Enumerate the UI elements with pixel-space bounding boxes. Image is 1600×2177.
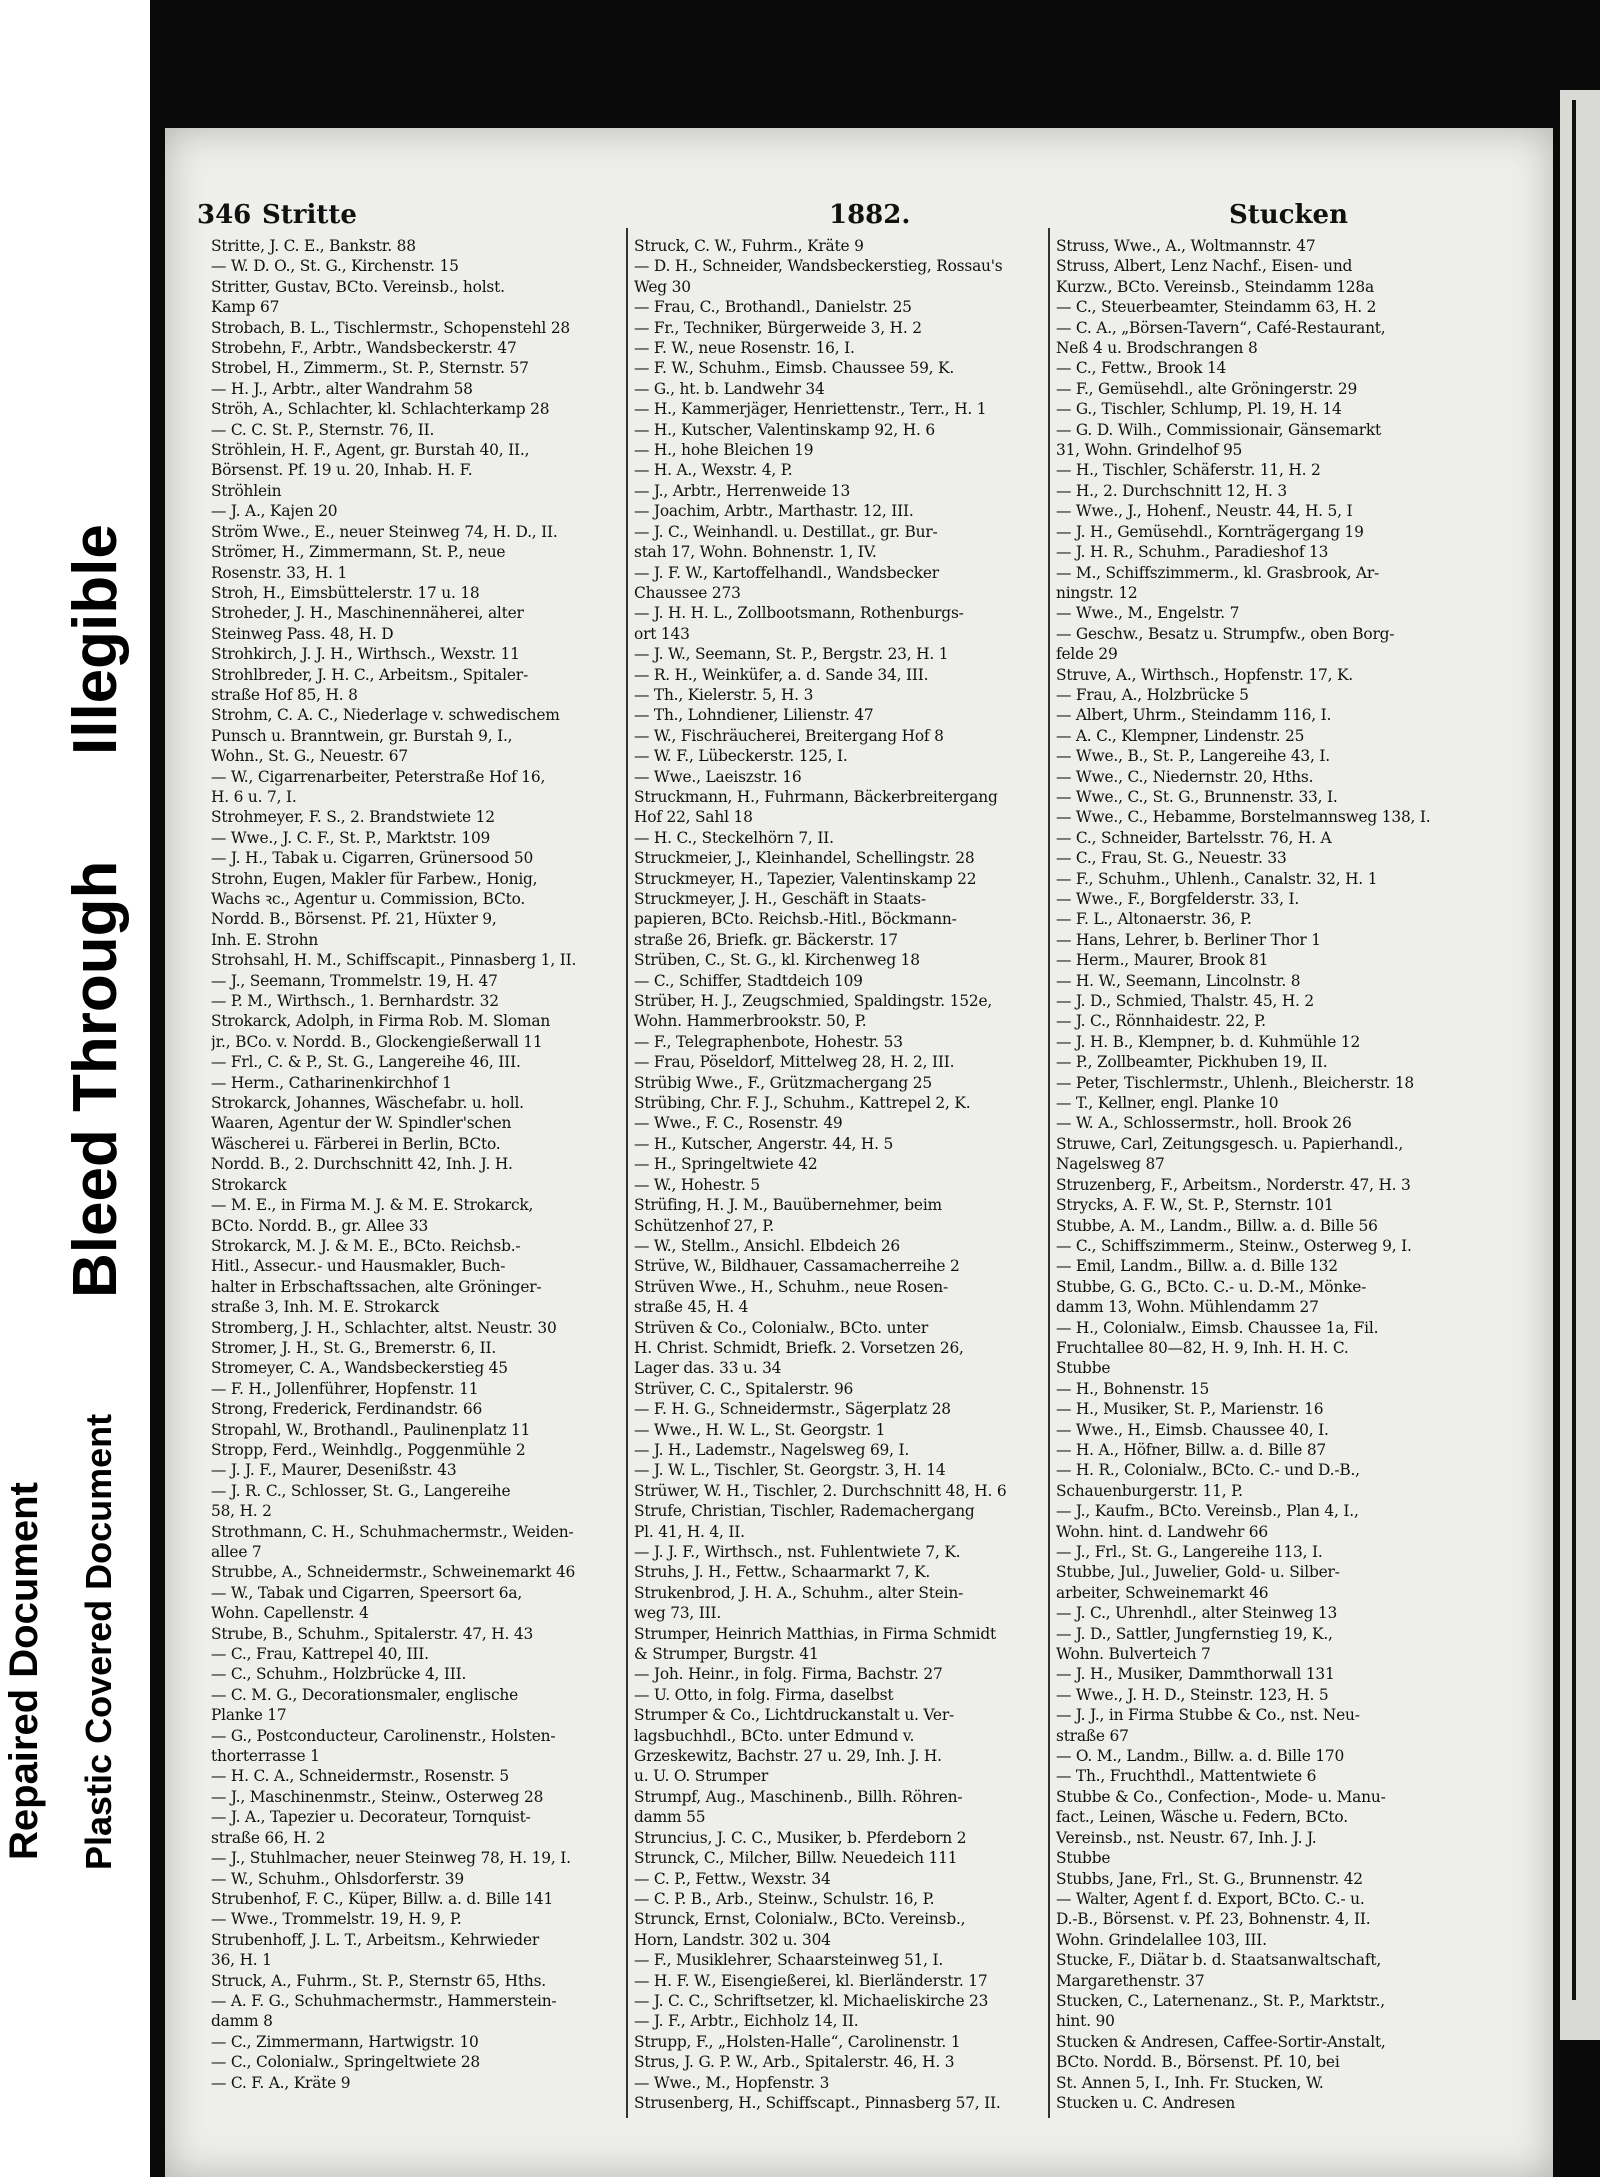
directory-entry-line: ningstr. 12 (1056, 583, 1138, 602)
directory-entry-line: hint. 90 (1056, 2012, 1115, 2031)
directory-entry-line: — J. C., Weinhandl. u. Destillat., gr. Bur- (634, 522, 938, 541)
directory-entry-line: — F. W., Schuhm., Eimsb. Chaussee 59, K. (634, 359, 955, 378)
directory-entry-line: — P. M., Wirthsch., 1. Bernhardstr. 32 (211, 992, 499, 1011)
directory-entry-line: Strübig Wwe., F., Grützmachergang 25 (634, 1073, 932, 1092)
directory-entry-line: Ströh, A., Schlachter, kl. Schlachterkamp 28 (211, 400, 550, 419)
directory-entry-line: — J. J. F., Wirthsch., nst. Fuhlentwiete 7, K. (634, 1543, 961, 1561)
directory-entry-line: — C. C. St. P., Sternstr. 76, II. (211, 420, 435, 439)
directory-entry-line: Strupp, F., „Holsten-Halle“, Carolinenstr. 1 (634, 2032, 961, 2051)
directory-entry-line: — J. H., Gemüsehdl., Kornträgergang 19 (1056, 522, 1364, 541)
directory-entry-line: — J. F. W., Kartoffelhandl., Wandsbecker (634, 563, 939, 582)
directory-entry-line: Stubbe, G. G., BCto. C.- u. D.-M., Mönke- (1056, 1277, 1367, 1296)
directory-entry-line: Strokarck, M. J. & M. E., BCto. Reichsb.- (211, 1236, 521, 1255)
directory-entry-line: — Th., Kielerstr. 5, H. 3 (634, 685, 814, 704)
directory-entry-line: Ströhlein, H. F., Agent, gr. Burstah 40, II., (211, 441, 530, 460)
directory-entry-line: — J. W., Seemann, St. P., Bergstr. 23, H. 1 (634, 645, 949, 664)
directory-entry-line: Strüber, H. J., Zeugschmied, Spaldingstr. 152e, (634, 992, 993, 1011)
directory-entry-line: & Strumper, Burgstr. 41 (634, 1645, 819, 1664)
directory-entry-line: — J., Maschinenmstr., Steinw., Osterweg 28 (211, 1787, 544, 1806)
directory-entry-line: — H., Tischler, Schäferstr. 11, H. 2 (1056, 461, 1321, 480)
directory-entry-line: Wohn. Hammerbrookstr. 50, P. (634, 1012, 867, 1031)
directory-entry-line: — C., Schiffer, Stadtdeich 109 (634, 971, 863, 990)
directory-entry-line: Kurzw., BCto. Vereinsb., Steindamm 128a (1056, 277, 1374, 296)
directory-entry-line: Börsenst. Pf. 19 u. 20, Inhab. H. F. (211, 461, 473, 480)
directory-entry-line: — J. H., Musiker, Dammthorwall 131 (1056, 1665, 1335, 1684)
directory-entry-line: u. U. O. Strumper (634, 1767, 769, 1786)
directory-entry-line: — D. H., Schneider, Wandsbeckerstieg, Rossau's (634, 257, 1003, 276)
directory-entry-line: — Geschw., Besatz u. Strumpfw., oben Borg- (1056, 624, 1395, 643)
directory-entry-line: — H. F. W., Eisengießerei, kl. Bierländerstr. 17 (634, 1971, 988, 1990)
directory-entry-line: — H., Musiker, St. P., Marienstr. 16 (1056, 1400, 1324, 1419)
directory-entry-line: H. Christ. Schmidt, Briefk. 2. Vorsetzen 26, (634, 1338, 964, 1357)
directory-entry-line: damm 8 (211, 2012, 273, 2031)
directory-entry-line: Stubbe (1056, 1849, 1111, 1868)
directory-entry-line: Struckmann, H., Fuhrmann, Bäckerbreitergang (634, 787, 998, 806)
directory-entry-line: Strohn, Eugen, Makler für Farbew., Honig, (211, 869, 538, 888)
directory-entry-line: Weg 30 (634, 277, 691, 296)
directory-entry-line: Struss, Wwe., A., Woltmannstr. 47 (1056, 237, 1316, 255)
directory-entry-line: Strubenhoff, J. L. T., Arbeitsm., Kehrwieder (211, 1930, 540, 1949)
directory-entry-line: Grzeskewitz, Bachstr. 27 u. 29, Inh. J. H. (634, 1747, 942, 1766)
directory-entry-line: felde 29 (1056, 645, 1118, 664)
directory-entry-line: Strus, J. G. P. W., Arb., Spitalerstr. 46, H. 3 (634, 2053, 955, 2072)
directory-entry-line: Punsch u. Branntwein, gr. Burstah 9, I., (211, 726, 513, 745)
directory-entry-line: — Joh. Heinr., in folg. Firma, Bachstr. 27 (634, 1665, 943, 1684)
directory-entry-line: — J. H., Lademstr., Nagelsweg 69, I. (634, 1440, 910, 1459)
directory-entry-line: — H., Kutscher, Valentinskamp 92, H. 6 (634, 420, 935, 439)
directory-entry-line: — Wwe., M., Engelstr. 7 (1056, 604, 1240, 623)
directory-entry-line: Ströhlein (211, 481, 282, 500)
directory-entry-line: — J., Arbtr., Herrenweide 13 (634, 481, 851, 500)
directory-entry-line: — G., Postconducteur, Carolinenstr., Holsten- (211, 1726, 556, 1745)
directory-entry-line: ort 143 (634, 624, 690, 643)
directory-entry-line: — J. C., Rönnhaidestr. 22, P. (1056, 1012, 1266, 1031)
directory-entry-line: — C., Schuhm., Holzbrücke 4, III. (211, 1665, 467, 1684)
directory-entry-line: Strohmeyer, F. S., 2. Brandstwiete 12 (211, 808, 495, 827)
directory-entry-line: D.-B., Börsenst. v. Pf. 23, Bohnenstr. 4, II. (1056, 1910, 1371, 1929)
directory-entry-line: straße 45, H. 4 (634, 1298, 749, 1317)
directory-entry-line: Horn, Landstr. 302 u. 304 (634, 1930, 831, 1949)
directory-entry-line: — Wwe., J., Hohenf., Neustr. 44, H. 5, I (1056, 502, 1353, 521)
directory-entry-line: — Th., Lohndiener, Lilienstr. 47 (634, 706, 874, 725)
directory-column-2 (634, 236, 1066, 2113)
directory-entry-line: — H. A., Höfner, Billw. a. d. Bille 87 (1056, 1440, 1327, 1459)
directory-entry-line: — J. J. F., Maurer, Desenißstr. 43 (211, 1461, 457, 1480)
directory-entry-line: Strüwer, W. H., Tischler, 2. Durchschnitt 48, H. 6 (634, 1481, 1007, 1500)
directory-entry-line: — H., 2. Durchschnitt 12, H. 3 (1056, 481, 1287, 500)
directory-entry-line: — C., Frau, Kattrepel 40, III. (211, 1645, 429, 1664)
directory-entry-line: — C., Steuerbeamter, Steindamm 63, H. 2 (1056, 298, 1377, 317)
directory-entry-line: — H., Kammerjäger, Henriettenstr., Terr., H. 1 (634, 400, 987, 419)
directory-entry-line: — Wwe., B., St. P., Langereihe 43, I. (1056, 747, 1330, 766)
directory-entry-line: — P., Zollbeamter, Pickhuben 19, II. (1056, 1053, 1328, 1072)
directory-entry-line: thorterrasse 1 (211, 1747, 320, 1766)
directory-entry-line: Pl. 41, H. 4, II. (634, 1522, 745, 1541)
directory-entry-line: Planke 17 (211, 1706, 287, 1725)
directory-entry-line: Steinweg Pass. 48, H. D (211, 624, 394, 643)
page-number: 346 (197, 200, 252, 230)
directory-entry-line: — Herm., Maurer, Brook 81 (1056, 951, 1269, 970)
directory-entry-line: Strumpf, Aug., Maschinenb., Billh. Röhren- (634, 1787, 963, 1806)
directory-entry-line: Strothmann, C. H., Schuhmachermstr., Weiden- (211, 1522, 574, 1541)
directory-entry-line: Struckmeier, J., Kleinhandel, Schellingstr. 28 (634, 849, 975, 868)
directory-entry-line: — Th., Fruchthdl., Mattentwiete 6 (1056, 1767, 1317, 1786)
directory-entry-line: Wohn., St. G., Neuestr. 67 (211, 747, 408, 766)
directory-entry-line: Wohn. Grindelallee 103, III. (1056, 1930, 1267, 1949)
directory-entry-line: Strüve, W., Bildhauer, Cassamacherreihe 2 (634, 1257, 960, 1276)
directory-entry-line: — Wwe., C., Hebamme, Borstelmannsweg 138, I. (1056, 808, 1431, 827)
directory-entry-line: Stritter, Gustav, BCto. Vereinsb., holst. (211, 277, 505, 296)
directory-entry-line: — W., Cigarrenarbeiter, Peterstraße Hof 16, (211, 767, 546, 786)
directory-entry-line: Stropahl, W., Brothandl., Paulinenplatz 11 (211, 1420, 531, 1439)
directory-entry-line: Nagelsweg 87 (1056, 1155, 1165, 1174)
directory-entry-line: fact., Leinen, Wäsche u. Federn, BCto. (1056, 1808, 1348, 1827)
directory-entry-line: — W., Fischräucherei, Breitergang Hof 8 (634, 726, 944, 745)
directory-entry-line: — W. D. O., St. G., Kirchenstr. 15 (211, 257, 459, 276)
directory-entry-line: Strube, B., Schuhm., Spitalerstr. 47, H. 43 (211, 1624, 534, 1643)
directory-entry-line: Struss, Albert, Lenz Nachf., Eisen- und (1056, 257, 1353, 276)
directory-entry-line: Strusenberg, H., Schiffscapt., Pinnasberg 57, II. (634, 2093, 1001, 2112)
directory-entry-line: Strumper & Co., Lichtdruckanstalt u. Ver- (634, 1706, 954, 1725)
directory-entry-line: — H., Colonialw., Eimsb. Chaussee 1a, Fil. (1056, 1318, 1379, 1337)
directory-entry-line: Strubbe, A., Schneidermstr., Schweinemarkt 46 (211, 1563, 576, 1582)
directory-entry-line: — G. D. Wilh., Commissionair, Gänsemarkt (1056, 420, 1381, 439)
directory-entry-line: — J. H. B., Klempner, b. d. Kuhmühle 12 (1056, 1032, 1361, 1051)
directory-entry-line: straße 67 (1056, 1726, 1129, 1745)
directory-entry-line: — Wwe., F., Borgfelderstr. 33, I. (1056, 890, 1300, 908)
directory-entry-line: — M., Schiffszimmerm., kl. Grasbrook, Ar- (1056, 563, 1380, 582)
directory-entry-line: — G., ht. b. Landwehr 34 (634, 379, 825, 398)
directory-entry-line: — H., Kutscher, Angerstr. 44, H. 5 (634, 1134, 894, 1153)
directory-entry-line: — U. Otto, in folg. Firma, daselbst (634, 1685, 894, 1704)
directory-entry-line: Stucken u. C. Andresen (1056, 2093, 1236, 2112)
directory-entry-line: — J., Kaufm., BCto. Vereinsb., Plan 4, I., (1056, 1502, 1359, 1521)
directory-entry-line: — C., Frau, St. G., Neuestr. 33 (1056, 849, 1287, 868)
directory-entry-line: Struck, A., Fuhrm., St. P., Sternstr 65, Hths. (211, 1971, 546, 1990)
directory-entry-line: — O. M., Landm., Billw. a. d. Bille 170 (1056, 1747, 1345, 1766)
directory-entry-line: Strüven Wwe., H., Schuhm., neue Rosen- (634, 1277, 948, 1296)
directory-entry-line: Strohlbreder, J. H. C., Arbeitsm., Spitaler- (211, 665, 528, 684)
directory-entry-line: Strüver, C. C., Spitalerstr. 96 (634, 1379, 854, 1398)
directory-entry-line: Strokarck, Johannes, Wäschefabr. u. holl. (211, 1094, 524, 1113)
directory-entry-line: — J. H. H. L., Zollbootsmann, Rothenburgs- (634, 604, 964, 623)
page-gutter-shadow (1572, 100, 1576, 2000)
directory-entry-line: BCto. Nordd. B., Börsenst. Pf. 10, bei (1056, 2053, 1340, 2072)
directory-entry-line: — H. R., Colonialw., BCto. C.- und D.-B., (1056, 1461, 1360, 1480)
directory-entry-line: — W. A., Schlossermstr., holl. Brook 26 (1056, 1114, 1352, 1133)
directory-entry-line: — R. H., Weinküfer, a. d. Sande 34, III. (634, 665, 929, 684)
directory-entry-line: Strubenhof, F. C., Küper, Billw. a. d. Bille 141 (211, 1889, 554, 1908)
directory-entry-line: Struck, C. W., Fuhrm., Kräte 9 (634, 237, 864, 255)
directory-entry-line: Chaussee 273 (634, 583, 741, 602)
directory-entry-line: Stubbe, A. M., Landm., Billw. a. d. Bille 56 (1056, 1216, 1378, 1235)
directory-entry-line: — T., Kellner, engl. Planke 10 (1056, 1094, 1279, 1113)
directory-entry-line: Stucken, C., Laternenanz., St. P., Marktstr., (1056, 1991, 1385, 2010)
directory-entry-line: — H. A., Wexstr. 4, P. (634, 461, 793, 480)
directory-entry-line: Wäscherei u. Färberei in Berlin, BCto. (211, 1134, 501, 1153)
directory-entry-line: Strömer, H., Zimmermann, St. P., neue (211, 543, 506, 562)
directory-entry-line: — W., Hohestr. 5 (634, 1175, 760, 1194)
directory-entry-line: Neß 4 u. Brodschrangen 8 (1056, 339, 1258, 358)
directory-entry-line: — C. F. A., Kräte 9 (211, 2073, 351, 2092)
directory-entry-line: Strüben, C., St. G., kl. Kirchenweg 18 (634, 951, 920, 970)
directory-entry-line: H. 6 u. 7, I. (211, 787, 297, 806)
directory-entry-line: — F., Telegraphenbote, Hohestr. 53 (634, 1032, 903, 1051)
side-labels-panel (0, 0, 150, 2177)
directory-entry-line: — W., Stellm., Ansichl. Elbdeich 26 (634, 1236, 901, 1255)
directory-entry-line: lagsbuchhdl., BCto. unter Edmund v. (634, 1726, 915, 1745)
directory-entry-line: Stubbe, Jul., Juwelier, Gold- u. Silber- (1056, 1563, 1340, 1582)
directory-entry-line: — F., Musiklehrer, Schaarsteinweg 51, I. (634, 1951, 944, 1970)
directory-entry-line: Hitl., Assecur.- und Hausmakler, Buch- (211, 1257, 506, 1276)
directory-entry-line: Strohkirch, J. J. H., Wirthsch., Wexstr. 11 (211, 645, 520, 664)
directory-entry-line: Stromer, J. H., St. G., Bremerstr. 6, II. (211, 1338, 497, 1357)
directory-entry-line: Stritte, J. C. E., Bankstr. 88 (211, 237, 416, 255)
directory-page (165, 128, 1553, 2177)
bleed-through-label: Bleed Through (61, 860, 130, 1298)
directory-entry-line: — Wwe., H., Eimsb. Chaussee 40, I. (1056, 1420, 1329, 1439)
directory-entry-line: Strüven & Co., Colonialw., BCto. unter (634, 1318, 929, 1337)
directory-entry-line: — Wwe., J. H. D., Steinstr. 123, H. 5 (1056, 1685, 1329, 1704)
directory-entry-line: BCto. Nordd. B., gr. Allee 33 (211, 1216, 429, 1235)
directory-entry-line: Stromeyer, C. A., Wandsbeckerstieg 45 (211, 1359, 508, 1378)
directory-entry-line: — J. F., Arbtr., Eichholz 14, II. (634, 2012, 859, 2031)
directory-entry-line: — H. C. A., Schneidermstr., Rosenstr. 5 (211, 1767, 509, 1786)
directory-entry-line: — F. W., neue Rosenstr. 16, I. (634, 339, 855, 358)
directory-entry-line: Fruchtallee 80—82, H. 9, Inh. H. H. C. (1056, 1338, 1349, 1357)
directory-column-3 (1056, 236, 1488, 2113)
directory-entry-line: Strübing, Chr. F. J., Schuhm., Kattrepel 2, K. (634, 1094, 971, 1113)
directory-entry-line: Struhs, J. H., Fettw., Schaarmarkt 7, K. (634, 1563, 931, 1582)
directory-entry-line: — Wwe., Trommelstr. 19, H. 9, P. (211, 1910, 462, 1929)
directory-entry-line: — J. H. R., Schuhm., Paradieshof 13 (1056, 543, 1329, 562)
directory-entry-line: papieren, BCto. Reichsb.-Hitl., Böckmann- (634, 910, 957, 929)
directory-entry-line: — M. E., in Firma M. J. & M. E. Strokarck, (211, 1196, 534, 1215)
directory-entry-line: straße 26, Briefk. gr. Bäckerstr. 17 (634, 930, 898, 949)
header-year: 1882. (829, 200, 911, 230)
directory-entry-line: — J., Stuhlmacher, neuer Steinweg 78, H. 19, I. (211, 1849, 571, 1868)
directory-entry-line: — J. C., Uhrenhdl., alter Steinweg 13 (1056, 1604, 1338, 1623)
directory-entry-line: — Herm., Catharinenkirchhof 1 (211, 1073, 452, 1092)
directory-entry-line: — C. M. G., Decorationsmaler, englische (211, 1685, 519, 1704)
directory-entry-line: Struwe, Carl, Zeitungsgesch. u. Papierhandl., (1056, 1134, 1404, 1153)
directory-entry-line: — Wwe., H. W. L., St. Georgstr. 1 (634, 1420, 886, 1439)
illegible-label: Illegible (61, 524, 130, 755)
directory-entry-line: — H. J., Arbtr., alter Wandrahm 58 (211, 379, 473, 398)
directory-entry-line: Stubbs, Jane, Frl., St. G., Brunnenstr. 42 (1056, 1869, 1363, 1888)
directory-entry-line: — C., Schneider, Bartelsstr. 76, H. A (1056, 828, 1332, 847)
directory-entry-line: — H., Springeltwiete 42 (634, 1155, 818, 1174)
directory-entry-line: — C. P. B., Arb., Steinw., Schulstr. 16, P. (634, 1889, 935, 1908)
directory-entry-line: Margarethenstr. 37 (1056, 1971, 1205, 1990)
directory-entry-line: Stroh, H., Eimsbüttelerstr. 17 u. 18 (211, 583, 480, 602)
directory-entry-line: — Fr., Techniker, Bürgerweide 3, H. 2 (634, 318, 922, 337)
directory-entry-line: Strufe, Christian, Tischler, Rademachergang (634, 1502, 975, 1521)
directory-entry-line: — G., Tischler, Schlump, Pl. 19, H. 14 (1056, 400, 1342, 419)
directory-entry-line: Stroheder, J. H., Maschinennäherei, alter (211, 604, 524, 623)
directory-entry-line: Ström Wwe., E., neuer Steinweg 74, H. D., II. (211, 522, 558, 541)
directory-entry-line: arbeiter, Schweinemarkt 46 (1056, 1583, 1269, 1602)
directory-entry-line: Lager das. 33 u. 34 (634, 1359, 782, 1378)
directory-entry-line: — A. C., Klempner, Lindenstr. 25 (1056, 726, 1305, 745)
directory-entry-line: Strokarck, Adolph, in Firma Rob. M. Sloman (211, 1012, 551, 1031)
directory-entry-line: Strunck, Ernst, Colonialw., BCto. Vereinsb., (634, 1910, 966, 1929)
directory-entry-line: Struve, A., Wirthsch., Hopfenstr. 17, K. (1056, 665, 1353, 684)
directory-entry-line: Kamp 67 (211, 298, 280, 317)
directory-entry-line: — W., Tabak und Cigarren, Speersort 6a, (211, 1583, 523, 1602)
directory-entry-line: — J. C. C., Schriftsetzer, kl. Michaeliskirche 23 (634, 1991, 989, 2010)
directory-entry-line: Stubbe (1056, 1359, 1111, 1378)
directory-entry-line: — Frau, Pöseldorf, Mittelweg 28, H. 2, III. (634, 1053, 955, 1072)
directory-entry-line: — J. R. C., Schlosser, St. G., Langereihe (211, 1481, 511, 1500)
directory-entry-line: — J., Frl., St. G., Langereihe 113, I. (1056, 1543, 1323, 1561)
directory-entry-line: — A. F. G., Schuhmachermstr., Hammerstein- (211, 1991, 557, 2010)
directory-entry-line: Strobach, B. L., Tischlermstr., Schopenstehl 28 (211, 318, 571, 337)
directory-entry-line: — C. A., „Börsen-Tavern“, Café-Restaurant, (1056, 318, 1386, 337)
directory-entry-line: jr., BCo. v. Nordd. B., Glockengießerwall 11 (211, 1032, 543, 1051)
directory-entry-line: Strumper, Heinrich Matthias, in Firma Schmidt (634, 1624, 997, 1643)
plastic-covered-document-label: Plastic Covered Document (78, 1413, 119, 1870)
directory-entry-line: Struckmeyer, H., Tapezier, Valentinskamp 22 (634, 869, 977, 888)
directory-entry-line: — Wwe., J. C. F., St. P., Marktstr. 109 (211, 828, 491, 847)
directory-entry-line: Stromberg, J. H., Schlachter, altst. Neustr. 30 (211, 1318, 557, 1337)
directory-entry-line: 58, H. 2 (211, 1502, 272, 1521)
directory-entry-line: — Wwe., F. C., Rosenstr. 49 (634, 1114, 843, 1133)
directory-entry-line: — J. D., Schmied, Thalstr. 45, H. 2 (1056, 992, 1315, 1011)
directory-entry-line: Nordd. B., 2. Durchschnitt 42, Inh. J. H. (211, 1155, 513, 1174)
directory-entry-line: Schauenburgerstr. 11, P. (1056, 1481, 1243, 1500)
directory-entry-line: Schützenhof 27, P. (634, 1216, 774, 1235)
directory-entry-line: — J. D., Sattler, Jungfernstieg 19, K., (1056, 1624, 1333, 1643)
directory-entry-line: Nordd. B., Börsenst. Pf. 21, Hüxter 9, (211, 910, 497, 929)
directory-entry-line: Strüfing, H. J. M., Bauübernehmer, beim (634, 1196, 942, 1215)
directory-entry-line: Strukenbrod, J. H. A., Schuhm., alter Stein- (634, 1583, 964, 1602)
directory-entry-line: — C., Zimmermann, Hartwigstr. 10 (211, 2032, 479, 2051)
directory-entry-line: straße Hof 85, H. 8 (211, 685, 358, 704)
directory-entry-line: Stucken & Andresen, Caffee-Sortir-Anstalt, (1056, 2032, 1386, 2051)
repaired-document-label: Repaired Document (2, 1482, 46, 1860)
directory-entry-line: — J., Seemann, Trommelstr. 19, H. 47 (211, 971, 498, 990)
directory-entry-line: — H. W., Seemann, Lincolnstr. 8 (1056, 971, 1301, 990)
directory-entry-line: — F. L., Altonaerstr. 36, P. (1056, 910, 1252, 929)
directory-entry-line: — W., Schuhm., Ohlsdorferstr. 39 (211, 1869, 464, 1888)
directory-entry-line: — F. H., Jollenführer, Hopfenstr. 11 (211, 1379, 479, 1398)
directory-entry-line: Wohn. hint. d. Landwehr 66 (1056, 1522, 1268, 1541)
directory-entry-line: — C., Colonialw., Springeltwiete 28 (211, 2053, 481, 2072)
directory-entry-line: weg 73, III. (634, 1604, 722, 1623)
directory-entry-line: — Wwe., C., Niedernstr. 20, Hths. (1056, 767, 1314, 786)
directory-entry-line: damm 55 (634, 1808, 706, 1827)
directory-entry-line: — F., Schuhm., Uhlenh., Canalstr. 32, H. 1 (1056, 869, 1378, 888)
directory-entry-line: — J. A., Kajen 20 (211, 502, 338, 521)
directory-entry-line: Strohsahl, H. M., Schiffscapit., Pinnasberg 1, II. (211, 951, 577, 970)
directory-entry-line: Vereinsb., nst. Neustr. 67, Inh. J. J. (1056, 1828, 1317, 1847)
directory-entry-line: — Wwe., Laeiszstr. 16 (634, 767, 802, 786)
directory-entry-line: Struzenberg, F., Arbeitsm., Norderstr. 47, H. 3 (1056, 1175, 1411, 1194)
directory-entry-line: — Frau, A., Holzbrücke 5 (1056, 685, 1249, 704)
directory-entry-line: Strobehn, F., Arbtr., Wandsbeckerstr. 47 (211, 339, 517, 358)
adjacent-page-edge (1560, 90, 1600, 2040)
directory-entry-line: Strycks, A. F. W., St. P., Sternstr. 101 (1056, 1196, 1334, 1215)
header-right-word: Stucken (1229, 200, 1348, 230)
directory-entry-line: damm 13, Wohn. Mühlendamm 27 (1056, 1298, 1319, 1317)
directory-entry-line: Stucke, F., Diätar b. d. Staatsanwaltschaft, (1056, 1951, 1382, 1970)
directory-entry-line: Hof 22, Sahl 18 (634, 808, 753, 827)
directory-entry-line: St. Annen 5, I., Inh. Fr. Stucken, W. (1056, 2073, 1324, 2092)
directory-entry-line: Stubbe & Co., Confection-, Mode- u. Manu- (1056, 1787, 1386, 1806)
directory-entry-line: — Wwe., C., St. G., Brunnenstr. 33, I. (1056, 787, 1338, 806)
directory-entry-line: Strobel, H., Zimmerm., St. P., Sternstr. 57 (211, 359, 529, 378)
directory-entry-line: — Albert, Uhrm., Steindamm 116, I. (1056, 706, 1332, 725)
directory-entry-line: — W. F., Lübeckerstr. 125, I. (634, 747, 848, 766)
directory-entry-line: — Emil, Landm., Billw. a. d. Bille 132 (1056, 1257, 1338, 1276)
directory-entry-line: — F., Gemüsehdl., alte Gröningerstr. 29 (1056, 379, 1358, 398)
directory-entry-line: — Peter, Tischlermstr., Uhlenh., Bleicherstr. 18 (1056, 1073, 1415, 1092)
directory-entry-line: — H., Bohnenstr. 15 (1056, 1379, 1210, 1398)
directory-entry-line: straße 3, Inh. M. E. Strokarck (211, 1298, 439, 1317)
directory-entry-line: — C., Schiffszimmerm., Steinw., Osterweg 9, I. (1056, 1236, 1412, 1255)
directory-entry-line: — H. C., Steckelhörn 7, II. (634, 828, 834, 847)
directory-entry-line: Strokarck (211, 1175, 287, 1194)
directory-entry-line: Strunck, C., Milcher, Billw. Neuedeich 111 (634, 1849, 958, 1868)
directory-entry-line: — Frl., C. & P., St. G., Langereihe 46, III. (211, 1053, 521, 1072)
directory-entry-line: — J. W. L., Tischler, St. Georgstr. 3, H. 14 (634, 1461, 946, 1480)
directory-entry-line: halter in Erbschaftssachen, alte Gröninger- (211, 1277, 542, 1296)
directory-entry-line: — C., Fettw., Brook 14 (1056, 359, 1227, 378)
directory-entry-line: — C. P., Fettw., Wexstr. 34 (634, 1869, 831, 1888)
directory-entry-line: — Wwe., M., Hopfenstr. 3 (634, 2073, 830, 2092)
directory-entry-line: Struckmeyer, J. H., Geschäft in Staats- (634, 890, 926, 908)
directory-entry-line: — J. J., in Firma Stubbe & Co., nst. Neu- (1056, 1706, 1360, 1725)
directory-entry-line: 31, Wohn. Grindelhof 95 (1056, 441, 1243, 460)
directory-entry-line: straße 66, H. 2 (211, 1828, 326, 1847)
directory-entry-line: Waaren, Agentur der W. Spindler'schen (211, 1114, 512, 1133)
directory-entry-line: Strong, Frederick, Ferdinandstr. 66 (211, 1400, 483, 1419)
directory-entry-line: stah 17, Wohn. Bohnenstr. 1, IV. (634, 543, 877, 562)
directory-entry-line: — H., hohe Bleichen 19 (634, 441, 814, 460)
page-header (197, 200, 1537, 236)
directory-entry-line: Stropp, Ferd., Weinhdlg., Poggenmühle 2 (211, 1440, 526, 1459)
directory-entry-line: Wohn. Capellenstr. 4 (211, 1604, 369, 1623)
directory-entry-line: Inh. E. Strohn (211, 930, 319, 949)
header-left-word: Stritte (262, 200, 357, 230)
directory-entry-line: Wachs ꝛc., Agentur u. Commission, BCto. (211, 890, 526, 908)
directory-entry-line: — Frau, C., Brothandl., Danielstr. 25 (634, 298, 912, 317)
directory-entry-line: — J. H., Tabak u. Cigarren, Grünersood 50 (211, 849, 534, 868)
directory-entry-line: Wohn. Bulverteich 7 (1056, 1645, 1211, 1664)
directory-entry-line: Strohm, C. A. C., Niederlage v. schwedischem (211, 706, 560, 725)
directory-entry-line: — Walter, Agent f. d. Export, BCto. C.- u. (1056, 1889, 1365, 1908)
directory-entry-line: Rosenstr. 33, H. 1 (211, 563, 348, 582)
directory-entry-line: Struncius, J. C. C., Musiker, b. Pferdeborn 2 (634, 1828, 967, 1847)
directory-entry-line: — Hans, Lehrer, b. Berliner Thor 1 (1056, 930, 1321, 949)
directory-entry-line: — Joachim, Arbtr., Marthastr. 12, III. (634, 502, 914, 521)
directory-entry-line: allee 7 (211, 1543, 262, 1561)
directory-entry-line: — J. A., Tapezier u. Decorateur, Tornquist- (211, 1808, 531, 1827)
directory-column-1 (211, 236, 643, 2093)
directory-entry-line: — F. H. G., Schneidermstr., Sägerplatz 28 (634, 1400, 951, 1419)
directory-entry-line: 36, H. 1 (211, 1951, 272, 1970)
